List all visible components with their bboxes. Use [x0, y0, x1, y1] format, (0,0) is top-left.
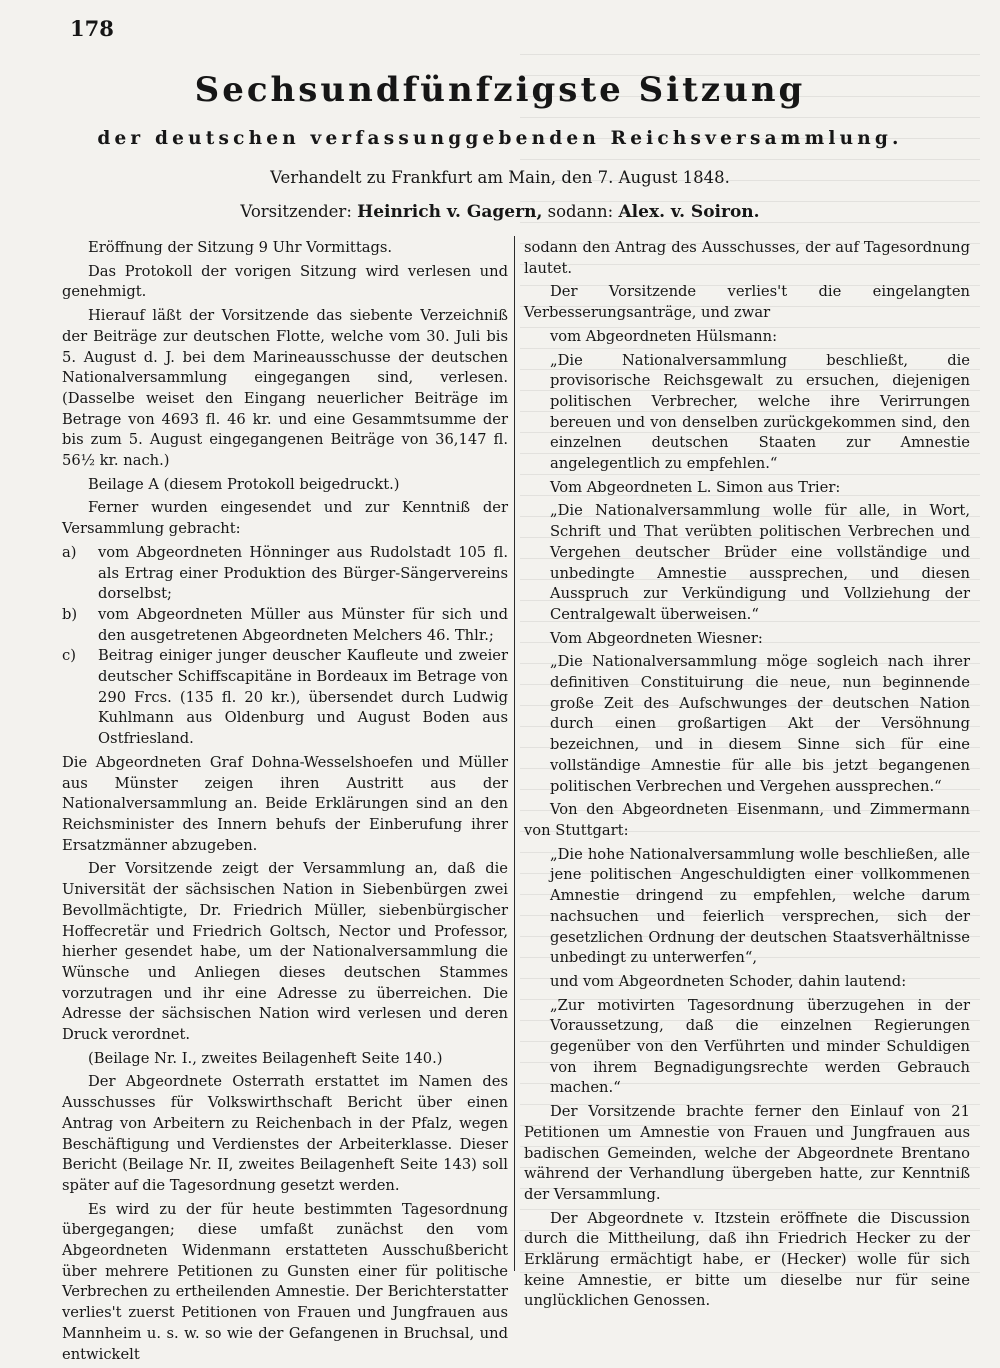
paragraph: Hierauf läßt der Vorsitzende das siebente Verzeichniß der Beiträge zur deutschen Flotte, welche vom 30. Juli bis 5. August d. J. bei dem Marineausschusse der deutschen Nationalversammlung eingegangen sind, verlesen. (Dasselbe weiset den Eingang neuerlicher Beiträge im Betrage von 4693 fl. 46 kr. und eine Gesammtsumme der bis zum 5. August eingegangenen Beiträge von 36,147 fl. 56½ kr. nach.): [62, 307, 508, 470]
list-marker: c): [62, 647, 76, 665]
quoted-motion: „Zur motivirten Tagesordnung überzugehen in der Voraussetzung, daß die einzelnen Regierungen gegenüber von den Verführten und minder Schuldigen von ihrem Begnadigungsrechte werden Gebrauch machen.“: [550, 996, 970, 1097]
paragraph: Von den Abgeordneten Eisenmann, und Zimmermann von Stuttgart:: [524, 801, 970, 839]
list-marker: b): [62, 605, 78, 623]
list-text: vom Abgeordneten Müller aus Münster für sich und den ausgetretenen Abgeordneten Melchers 46. Thlr.;: [98, 605, 508, 644]
dateline: Verhandelt zu Frankfurt am Main, den 7. August 1848.: [270, 168, 730, 187]
chair-label-1: Vorsitzender:: [240, 202, 352, 221]
list-text: vom Abgeordneten Hönninger aus Rudolstadt 105 fl. als Ertrag einer Produktion des Bürger-Sängervereins dorselbst;: [98, 543, 508, 603]
paragraph: Der Vorsitzende brachte ferner den Einlauf von 21 Petitionen um Amnestie von Frauen und Jungfrauen aus badischen Gemeinden, welche der Abgeordnete Brentano während der Verhandlung übergeben hatte, zur Kenntniß der Versammlung.: [524, 1103, 970, 1203]
paragraph: Das Protokoll der vorigen Sitzung wird verlesen und genehmigt.: [62, 262, 508, 301]
quoted-motion: „Die hohe Nationalversammlung wolle beschließen, alle jene politischen Angeschuldigten einer vollkommenen Amnestie dringend zu empfehlen, welche darum nachsuchen und feierlich versprechen, sich der gesetzlichen Ordnung der deutschen Staatsverhältnisse unbedingt zu unterwerfen“,: [550, 845, 970, 967]
contribution-list: [62, 543, 508, 750]
paragraph: Die Abgeordneten Graf Dohna-Wesselshoefen und Müller aus Münster zeigen ihren Austritt aus der Nationalversammlung an. Beide Erklärungen sind an den Reichsminister des Innern behufs der Einberufung ihrer Ersatzmänner abzugeben.: [62, 753, 508, 854]
paragraph: sodann den Antrag des Ausschusses, der auf Tagesordnung lautet.: [524, 239, 970, 277]
paragraph: Eröffnung der Sitzung 9 Uhr Vormittags.: [88, 239, 393, 256]
page-number: 178: [70, 16, 114, 41]
column-divider: [514, 236, 515, 1271]
paragraph: Der Vorsitzende verlies't die eingelangten Verbesserungsanträge, und zwar: [524, 283, 970, 322]
paragraph: Vom Abgeordneten Wiesner:: [550, 629, 763, 647]
list-item: [62, 543, 508, 605]
list-text: Beitrag einiger junger deuscher Kaufleute und zweier deutscher Schiffscapitäne in Bordeaux im Betrage von 290 Frcs. (135 fl. 20 kr.), übersendet durch Ludwig Kuhlmann aus Oldenburg und August Boden aus Ostfriesland.: [98, 647, 508, 748]
chair-name-1: Heinrich v. Gagern,: [357, 202, 543, 222]
right-column: [524, 238, 970, 1315]
paragraph: Ferner wurden eingesendet und zur Kenntniß der Versammlung gebracht:: [62, 499, 508, 538]
list-item: [62, 605, 508, 646]
session-title: Sechsundfünfzigste Sitzung: [194, 70, 806, 110]
session-subtitle: der deutschen verfassunggebenden Reichsversammlung.: [97, 128, 903, 149]
paragraph: (Beilage Nr. I., zweites Beilagenheft Seite 140.): [88, 1049, 443, 1067]
left-column: [62, 238, 508, 1368]
paragraph: Beilage A (diesem Protokoll beigedruckt.): [88, 475, 400, 493]
quoted-motion: „Die Nationalversammlung möge sogleich nach ihrer definitiven Constituirung die neue, nun beginnende große Zeit des Aufschwunges der deutschen Nation durch einen großartigen Akt der Versöhnung bezeichnen, und in diesem Sinne sich für eine vollständige Amnestie für alle bis jetzt begangenen politischen Verbrechen und Vergehen aussprechen.“: [550, 653, 970, 795]
paragraph: Es wird zu der für heute bestimmten Tagesordnung übergegangen; diese umfaßt zunächst den vom Abgeordneten Widenmann erstatteten Ausschußbericht über mehrere Petitionen zu Gunsten einer für politische Verbrechen zu ertheilenden Amnestie. Der Berichterstatter verlies't zuerst Petitionen von Frauen und Jungfrauen aus Mannheim u. s. w. so wie der Gefangenen in Bruchsal, und entwickelt: [62, 1200, 508, 1363]
chair-name-2: Alex. v. Soiron.: [618, 202, 760, 222]
quoted-motion: „Die Nationalversammlung wolle für alle, in Wort, Schrift und That verübten politischen Verbrechen und Vergehen deutscher Brüder eine vollständige und unbedingte Amnestie aussprechen, und diesen Ausspruch zur Verkündigung und Vollziehung der Centralgewalt überweisen.“: [550, 502, 970, 623]
chair-line: [0, 202, 1000, 222]
paragraph: und vom Abgeordneten Schoder, dahin lautend:: [550, 972, 907, 990]
paragraph: vom Abgeordneten Hülsmann:: [550, 327, 778, 345]
quoted-motion: „Die Nationalversammlung beschließt, die provisorische Reichsgewalt zu ersuchen, diejenigen politischen Verbrecher, welche ihre Verirrungen bereuen und von denselben zurückgekommen sind, den einzelnen deutschen Staaten zur Amnestie angelegentlich zu empfehlen.“: [550, 351, 970, 473]
paragraph: Der Vorsitzende zeigt der Versammlung an, daß die Universität der sächsischen Nation in Siebenbürgen zwei Bevollmächtigte, Dr. Friedrich Müller, siebenbürgischer Hoffecretär und Friedrich Goltsch, Nector und Professor, hierher gesendet habe, um der Nationalversammlung die Wünsche und Anliegen dieses deutschen Stammes vorzutragen und ihr eine Adresse zu überreichen. Die Adresse der sächsischen Nation wird verlesen und deren Druck verordnet.: [62, 860, 508, 1044]
paragraph: Vom Abgeordneten L. Simon aus Trier:: [550, 478, 841, 496]
paragraph: Der Abgeordnete v. Itzstein eröffnete die Discussion durch die Mittheilung, daß ihn Friedrich Hecker zu der Erklärung ermächtigt habe, er (Hecker) wolle für sich keine Amnestie, er bitte um dieselbe nur für seine unglücklichen Genossen.: [524, 1209, 970, 1310]
paragraph: Der Abgeordnete Osterrath erstattet im Namen des Ausschusses für Volkswirthschaft Bericht über einen Antrag von Arbeitern zu Reichenbach in der Pfalz, wegen Beschäftigung und Verdienstes der Arbeiterklasse. Dieser Bericht (Beilage Nr. II, zweites Beilagenheft Seite 143) soll später auf die Tagesordnung gesetzt werden.: [62, 1073, 508, 1194]
list-marker: a): [62, 543, 77, 561]
chair-label-2: sodann:: [547, 202, 614, 221]
list-item: [62, 646, 508, 750]
